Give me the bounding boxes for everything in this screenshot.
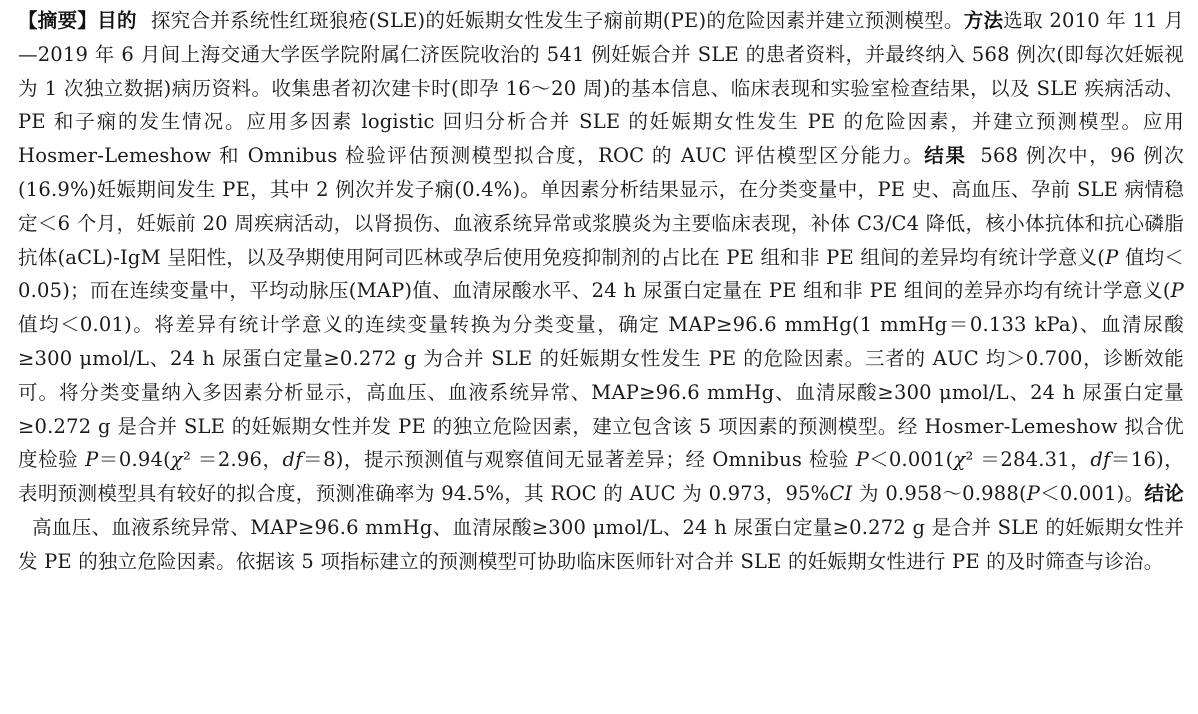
- objective-heading: 目的: [97, 9, 137, 32]
- methods-text: 选取 2010 年 11 月—2019 年 6 月间上海交通大学医学院附属仁济医院收治的 541 例妊娠合并 SLE 的患者资料，并最终纳入 568 例次(即每次妊娠视为 1 次独立数据)病历资料。收集患者初次建卡时(即孕 16～20 周)的基本信息、临床表现和实验室检查结果，以及 SLE 疾病活动、PE 和子痫的发生情况。应用多因素 logistic 回归分析合并 SLE 的妊娠期女性发生 PE 的危险因素，并建立预测模型。应用 Hosmer-Lemeshow 和 Omnibus 检验评估预测模型拟合度，ROC 的 AUC 评估模型区分能力。: [18, 9, 1184, 168]
- objective-text: 探究合并系统性红斑狼疮(SLE)的妊娠期女性发生子痫前期(PE)的危险因素并建立预测模型。: [150, 9, 964, 32]
- results-text: 568 例次中，96 例次(16.9%)妊娠期间发生 PE，其中 2 例次并发子痫(0.4%)。单因素分析结果显示，在分类变量中，PE 史、高血压、孕前 SLE 病情稳定＜6 个月，妊娠前 20 周疾病活动，以肾损伤、血液系统异常或浆膜炎为主要临床表现，补体 C3/C4 降低，核小体抗体和抗心磷脂抗体(aCL)-IgM 呈阳性，以及孕期使用阿司匹林或孕后使用免疫抑制剂的占比在 PE 组和非 PE 组间的差异均有统计学意义(P 值均＜0.05)；而在连续变量中，平均动脉压(MAP)值、血清尿酸水平、24 h 尿蛋白定量在 PE 组和非 PE 组间的差异亦均有统计学意义(P 值均＜0.01)。将差异有统计学意义的连续变量转换为分类变量，确定 MAP≥96.6 mmHg(1 mmHg＝0.133 kPa)、血清尿酸≥300 μmol/L、24 h 尿蛋白定量≥0.272 g 为合并 SLE 的妊娠期女性发生 PE 的危险因素。三者的 AUC 均＞0.700，诊断效能可。将分类变量纳入多因素分析显示，高血压、血液系统异常、MAP≥96.6 mmHg、血清尿酸≥300 μmol/L、24 h 尿蛋白定量≥0.272 g 是合并 SLE 的妊娠期女性并发 PE 的独立危险因素，建立包含该 5 项因素的预测模型。经 Hosmer-Lemeshow 拟合优度检验 P＝0.94(χ² ＝2.96，df＝8)，提示预测值与观察值间无显著差异；经 Omnibus 检验 P＜0.001(χ² ＝284.31，df＝16)，表明预测模型具有较好的拟合度，预测准确率为 94.5%，其 ROC 的 AUC 为 0.973，95%CI 为 0.958～0.988(P＜0.001)。: [18, 144, 1185, 506]
- conclusion-text: 高血压、血液系统异常、MAP≥96.6 mmHg、血清尿酸≥300 μmol/L、24 h 尿蛋白定量≥0.272 g 是合并 SLE 的妊娠期女性并发 PE 的独立危险因素。依据该 5 项指标建立的预测模型可协助临床医师针对合并 SLE 的妊娠期女性进行 PE 的及时筛查与诊治。: [18, 515, 1184, 573]
- methods-heading: 方法: [963, 9, 1004, 32]
- conclusion-heading: 结论: [1144, 482, 1184, 506]
- abstract-label: 【摘要】: [18, 9, 98, 32]
- results-heading: 结果: [924, 144, 967, 168]
